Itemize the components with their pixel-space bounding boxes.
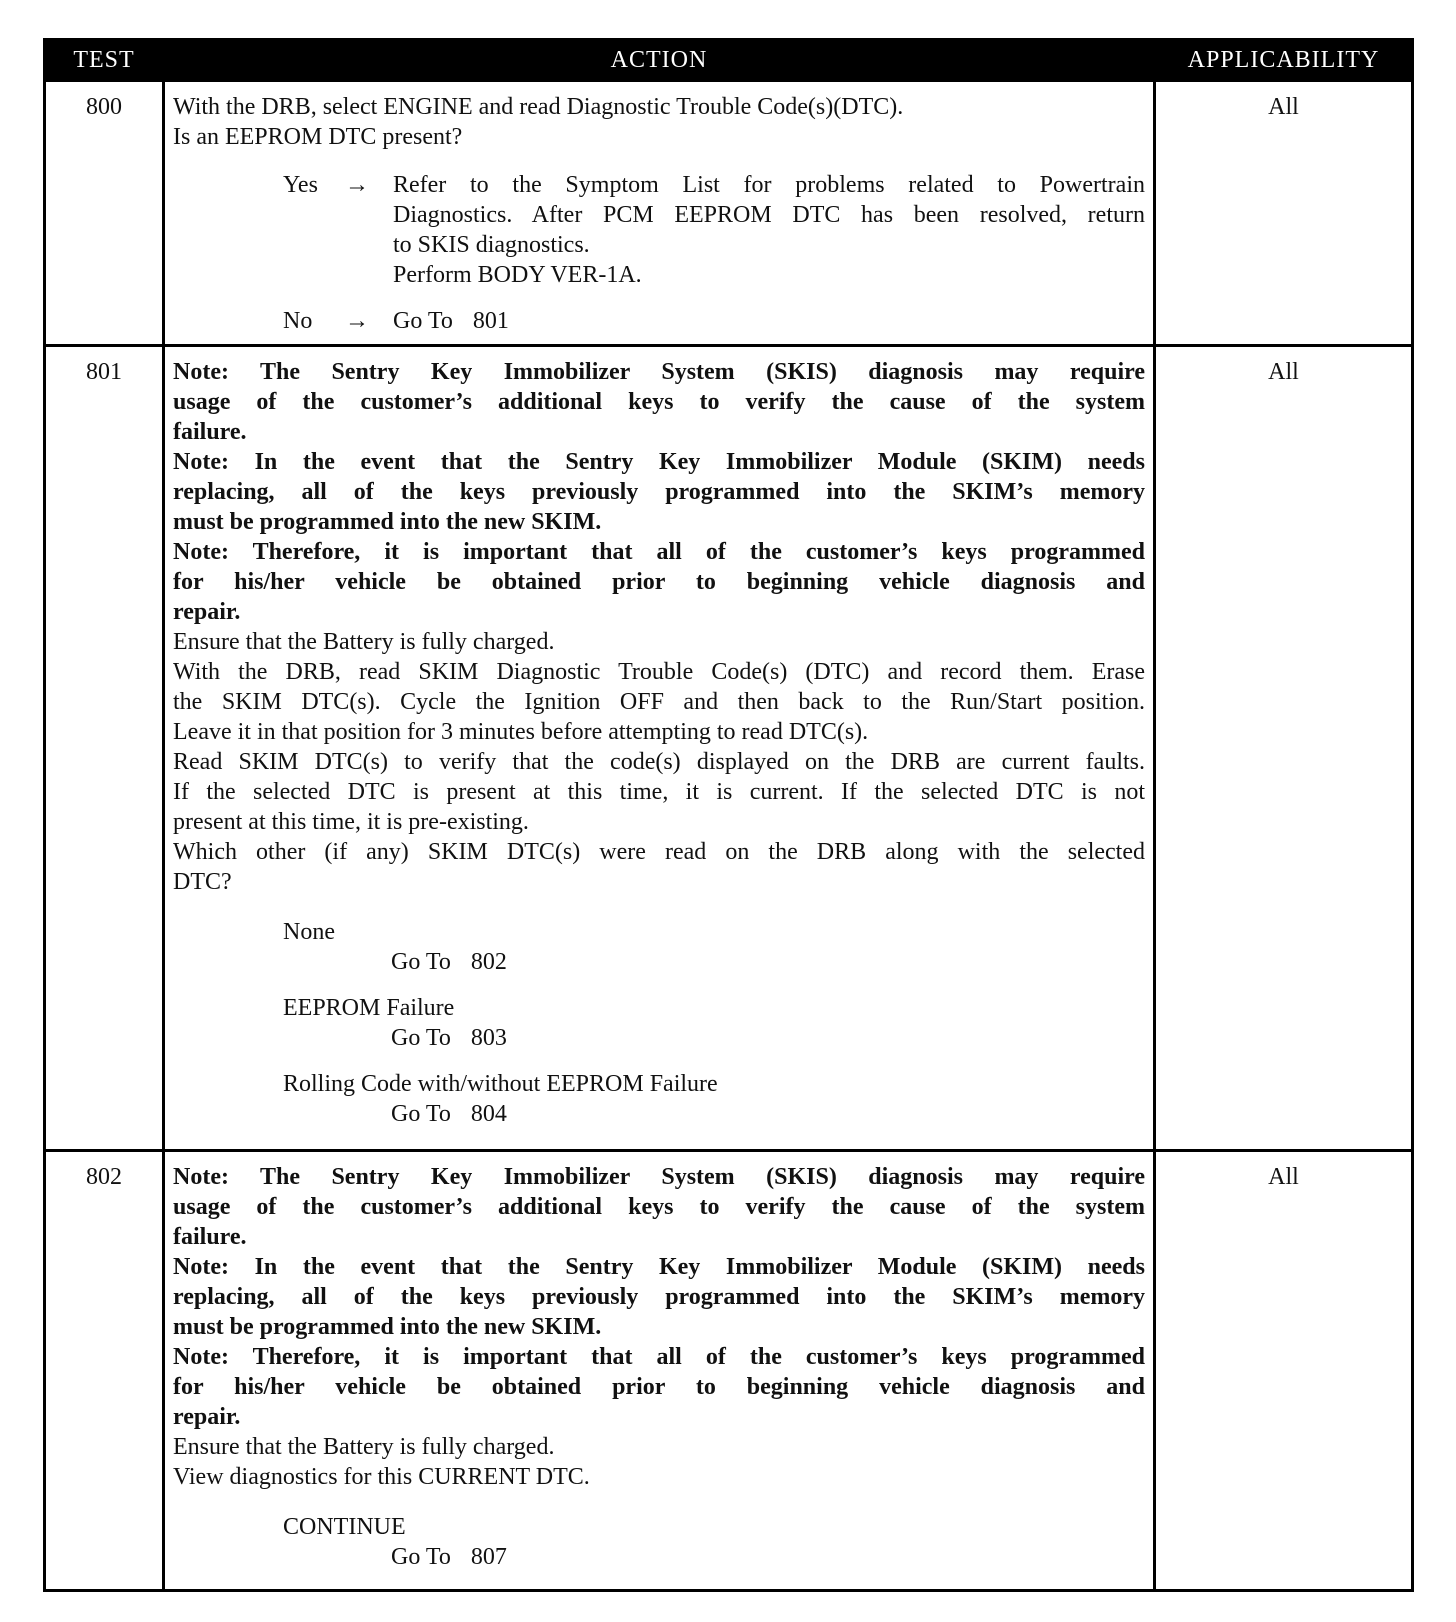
instruction-line: Leave it in that position for 3 minutes before attempting to read DTC(s). [173, 719, 869, 745]
note-line: must be programmed into the new SKIM. [173, 1314, 602, 1340]
goto-target: 803 [470, 1025, 507, 1051]
choice-none [283, 917, 1145, 977]
note-line: Note: In the event that the Sentry Key Immobilizer Module (SKIM) needs [173, 449, 1145, 475]
choice-label: Rolling Code with/without EEPROM Failure [283, 1071, 718, 1097]
no-label: No [283, 308, 313, 334]
test-row-800 [45, 81, 1413, 346]
instruction-line: Ensure that the Battery is fully charged. [173, 629, 555, 655]
action-cell [164, 1151, 1155, 1591]
action-line: Is an EEPROM DTC present? [173, 124, 463, 150]
note-line: Note: The Sentry Key Immobilizer System (SKIS) diagnosis may require [173, 1164, 1145, 1190]
goto-target: 804 [470, 1101, 507, 1127]
goto-text: Go To [391, 1101, 451, 1127]
choice-goto [391, 1542, 1145, 1572]
instructions-block [173, 627, 1145, 897]
note-line: failure. [173, 419, 247, 445]
test-number: 801 [45, 346, 164, 1151]
note-line: replacing, all of the keys previously programmed into the SKIM’s memory [173, 479, 1145, 505]
no-goto [393, 306, 1145, 336]
yes-option [283, 170, 1145, 290]
goto-text: Go To [391, 1544, 451, 1570]
goto-target: 802 [470, 949, 507, 975]
note-line: for his/her vehicle be obtained prior to beginning vehicle diagnosis and [173, 1374, 1145, 1400]
yes-instructions [393, 170, 1145, 290]
note-line: Note: In the event that the Sentry Key Immobilizer Module (SKIM) needs [173, 1254, 1145, 1280]
applicability: All [1155, 346, 1413, 1151]
header-applicability: APPLICABILITY [1155, 40, 1413, 81]
yes-line: to SKIS diagnostics. [393, 232, 590, 258]
note-line: repair. [173, 1404, 241, 1430]
instruction-line: View diagnostics for this CURRENT DTC. [173, 1464, 590, 1490]
choice-goto [391, 947, 1145, 977]
header-action: ACTION [164, 40, 1155, 81]
choice-label: None [283, 919, 335, 945]
arrow-icon: → [345, 172, 369, 198]
notes-block [173, 1162, 1145, 1432]
instruction-line: DTC? [173, 869, 232, 895]
test-row-802 [45, 1151, 1413, 1591]
goto-text: Go To [391, 949, 451, 975]
choice-eeprom-failure [283, 993, 1145, 1053]
note-line: Note: The Sentry Key Immobilizer System (SKIS) diagnosis may require [173, 359, 1145, 385]
yes-label: Yes [283, 172, 318, 198]
note-line: replacing, all of the keys previously programmed into the SKIM’s memory [173, 1284, 1145, 1310]
goto-text: Go To [393, 308, 453, 334]
choice-rolling-code [283, 1069, 1145, 1129]
note-line: usage of the customer’s additional keys to verify the cause of the system [173, 1194, 1145, 1220]
choice-label: CONTINUE [283, 1514, 406, 1540]
instruction-line: If the selected DTC is present at this time, it is current. If the selected DTC is not [173, 779, 1145, 805]
instruction-line: present at this time, it is pre-existing. [173, 809, 529, 835]
no-option [283, 306, 1145, 336]
yes-line: Refer to the Symptom List for problems related to Powertrain [393, 172, 1145, 198]
action-cell [164, 346, 1155, 1151]
instruction-line: the SKIM DTC(s). Cycle the Ignition OFF and then back to the Run/Start position. [173, 689, 1145, 715]
yes-line: Diagnostics. After PCM EEPROM DTC has been resolved, return [393, 202, 1145, 228]
choice-continue [283, 1512, 1145, 1572]
instructions-block [173, 1432, 1145, 1492]
applicability: All [1155, 1151, 1413, 1591]
choice-label: EEPROM Failure [283, 995, 455, 1021]
note-line: for his/her vehicle be obtained prior to beginning vehicle diagnosis and [173, 569, 1145, 595]
table-header-row [45, 40, 1413, 81]
goto-text: Go To [391, 1025, 451, 1051]
diagnostic-test-table [43, 38, 1414, 1592]
header-test: TEST [45, 40, 164, 81]
instruction-line: Which other (if any) SKIM DTC(s) were read on the DRB along with the selected [173, 839, 1145, 865]
note-line: failure. [173, 1224, 247, 1250]
note-line: usage of the customer’s additional keys to verify the cause of the system [173, 389, 1145, 415]
choice-goto [391, 1099, 1145, 1129]
test-row-801 [45, 346, 1413, 1151]
instruction-line: Read SKIM DTC(s) to verify that the code(s) displayed on the DRB are current faults. [173, 749, 1145, 775]
applicability: All [1155, 81, 1413, 346]
note-line: must be programmed into the new SKIM. [173, 509, 602, 535]
arrow-icon: → [345, 308, 369, 334]
action-cell [164, 81, 1155, 346]
action-line: With the DRB, select ENGINE and read Diagnostic Trouble Code(s)(DTC). [173, 94, 904, 120]
yes-line: Perform BODY VER-1A. [393, 262, 642, 288]
diagnostic-procedure-sheet [43, 38, 1411, 1592]
choice-goto [391, 1023, 1145, 1053]
note-line: Note: Therefore, it is important that all of the customer’s keys programmed [173, 1344, 1145, 1370]
test-number: 800 [45, 81, 164, 346]
note-line: Note: Therefore, it is important that all of the customer’s keys programmed [173, 539, 1145, 565]
note-line: repair. [173, 599, 241, 625]
goto-target: 801 [472, 308, 509, 334]
notes-block [173, 357, 1145, 627]
test-number: 802 [45, 1151, 164, 1591]
instruction-line: With the DRB, read SKIM Diagnostic Trouble Code(s) (DTC) and record them. Erase [173, 659, 1145, 685]
goto-target: 807 [470, 1544, 507, 1570]
instruction-line: Ensure that the Battery is fully charged. [173, 1434, 555, 1460]
